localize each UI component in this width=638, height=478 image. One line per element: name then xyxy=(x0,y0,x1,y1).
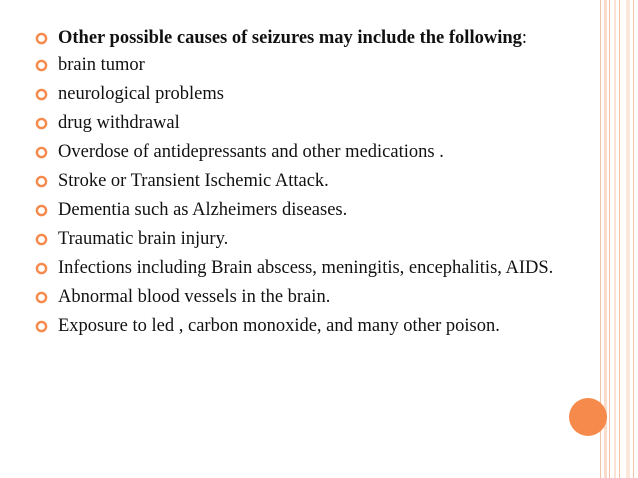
ring-bullet-icon xyxy=(35,59,48,72)
list-item-text: Dementia such as Alzheimers diseases. xyxy=(58,200,348,220)
list-item xyxy=(34,55,554,76)
decorative-stripe xyxy=(614,0,616,478)
list-item xyxy=(34,113,554,134)
ring-bullet-icon xyxy=(35,88,48,101)
decorative-stripe xyxy=(604,0,607,478)
list-item-text: drug withdrawal xyxy=(58,113,180,133)
list-item xyxy=(34,287,554,308)
bullet-list xyxy=(34,28,554,345)
ring-bullet-icon xyxy=(35,320,48,333)
list-item xyxy=(34,229,554,250)
ring-bullet-icon xyxy=(35,291,48,304)
decorative-stripe xyxy=(633,0,634,478)
list-item-text: Stroke or Transient Ischemic Attack. xyxy=(58,171,329,191)
list-item-text: Overdose of antidepressants and other medications . xyxy=(58,142,444,162)
list-item-text: Traumatic brain injury. xyxy=(58,229,229,249)
decorative-stripe xyxy=(619,0,620,478)
list-item xyxy=(34,258,554,279)
list-item-text: Exposure to led , carbon monoxide, and many other poison. xyxy=(58,316,500,336)
decorative-stripe xyxy=(626,0,630,478)
list-item xyxy=(34,200,554,221)
decorative-stripe xyxy=(609,0,610,478)
ring-bullet-icon xyxy=(35,233,48,246)
intro-colon: : xyxy=(521,28,528,48)
ring-bullet-icon xyxy=(35,204,48,217)
list-item-intro xyxy=(34,28,554,49)
ring-bullet-icon xyxy=(35,175,48,188)
accent-circle xyxy=(569,398,607,436)
list-item xyxy=(34,316,554,337)
list-item-text: brain tumor xyxy=(58,55,145,75)
list-item-text: Abnormal blood vessels in the brain. xyxy=(58,287,331,307)
list-item xyxy=(34,171,554,192)
intro-text: Other possible causes of seizures may include the following xyxy=(58,28,522,48)
ring-bullet-icon xyxy=(35,32,48,45)
ring-bullet-icon xyxy=(35,146,48,159)
list-item xyxy=(34,84,554,105)
ring-bullet-icon xyxy=(35,262,48,275)
list-item-text: Infections including Brain abscess, meningitis, encephalitis, AIDS. xyxy=(58,258,554,278)
ring-bullet-icon xyxy=(35,117,48,130)
list-item xyxy=(34,142,554,163)
list-item-text: neurological problems xyxy=(58,84,224,104)
